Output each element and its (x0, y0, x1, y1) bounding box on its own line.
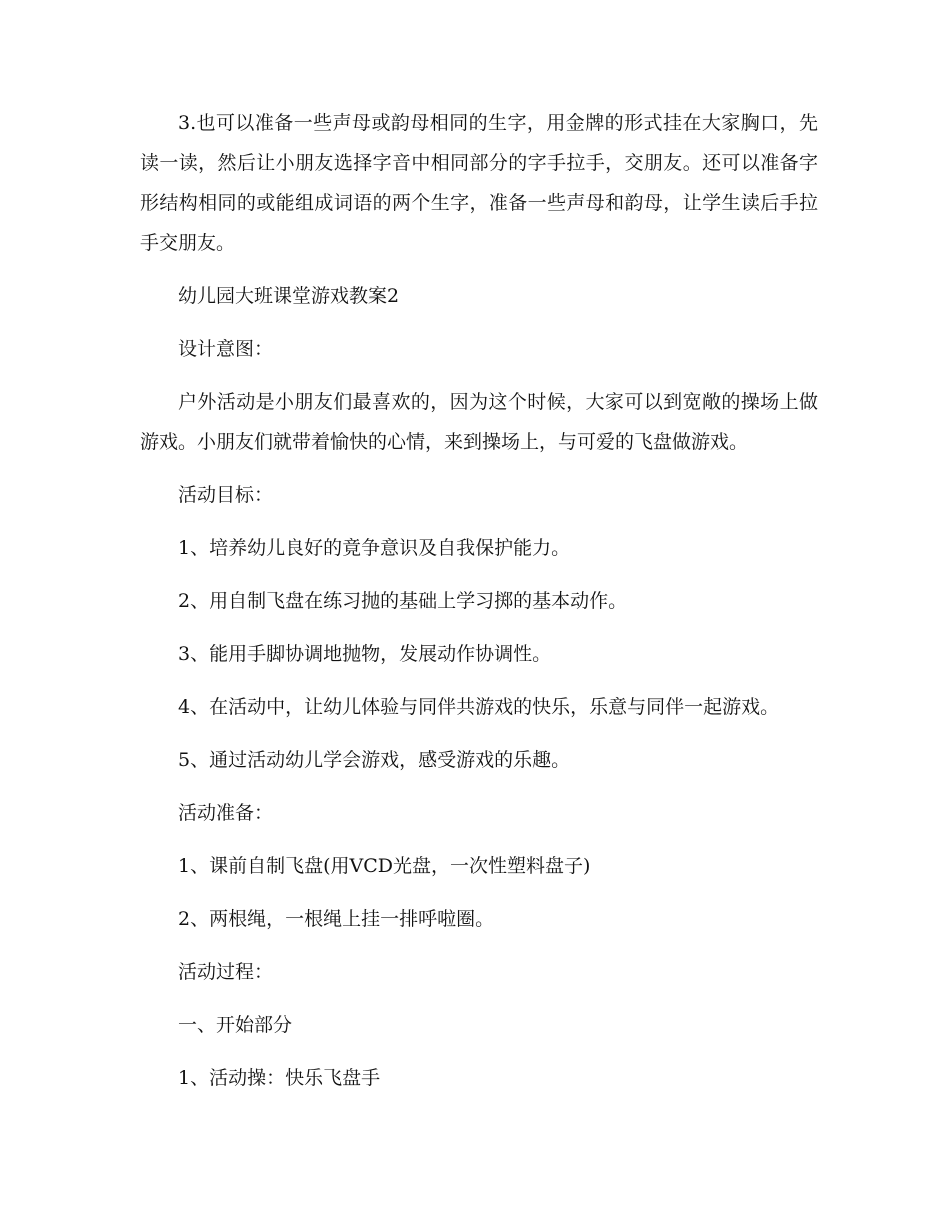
goal-item-3: 3、能用手脚协调地抛物，发展动作协调性。 (178, 643, 552, 665)
goal-item-4: 4、在活动中，让幼儿体验与同伴共游戏的快乐，乐意与同伴一起游戏。 (178, 696, 780, 718)
process-step-1: 1、活动操：快乐飞盘手 (178, 1067, 381, 1089)
goal-item-5: 5、通过活动幼儿学会游戏，感受游戏的乐趣。 (178, 749, 571, 771)
paragraph-letter-matching-game: 3.也可以准备一些声母或韵母相同的生字，用金牌的形式挂在大家胸口，先读一读，然后让小朋友选择字音中相同部分的字手拉手，交朋友。还可以准备字形结构相同的或能组成词语的两个生字，准备一些声母和韵母，让学生读后手拉手交朋友。 (140, 112, 818, 254)
heading-design-intent: 设计意图： (178, 338, 274, 360)
goal-item-2: 2、用自制飞盘在练习抛的基础上学习掷的基本动作。 (178, 590, 628, 612)
section-heading-lesson-plan-2: 幼儿园大班课堂游戏教案2 (178, 285, 400, 307)
preparation-item-2: 2、两根绳，一根绳上挂一排呼啦圈。 (178, 908, 495, 930)
process-part-1-heading: 一、开始部分 (178, 1014, 293, 1036)
heading-activity-process: 活动过程： (178, 961, 274, 983)
preparation-item-1: 1、课前自制飞盘(用VCD光盘，一次性塑料盘子) (178, 855, 591, 877)
heading-activity-preparation: 活动准备： (178, 802, 274, 824)
paragraph-design-intent: 户外活动是小朋友们最喜欢的，因为这个时候，大家可以到宽敞的操场上做游戏。小朋友们就带着愉快的心情，来到操场上，与可爱的飞盘做游戏。 (140, 391, 818, 453)
document-body (140, 103, 818, 1111)
goal-item-1: 1、培养幼儿良好的竟争意识及自我保护能力。 (178, 537, 571, 559)
heading-activity-goals: 活动目标： (178, 484, 274, 506)
